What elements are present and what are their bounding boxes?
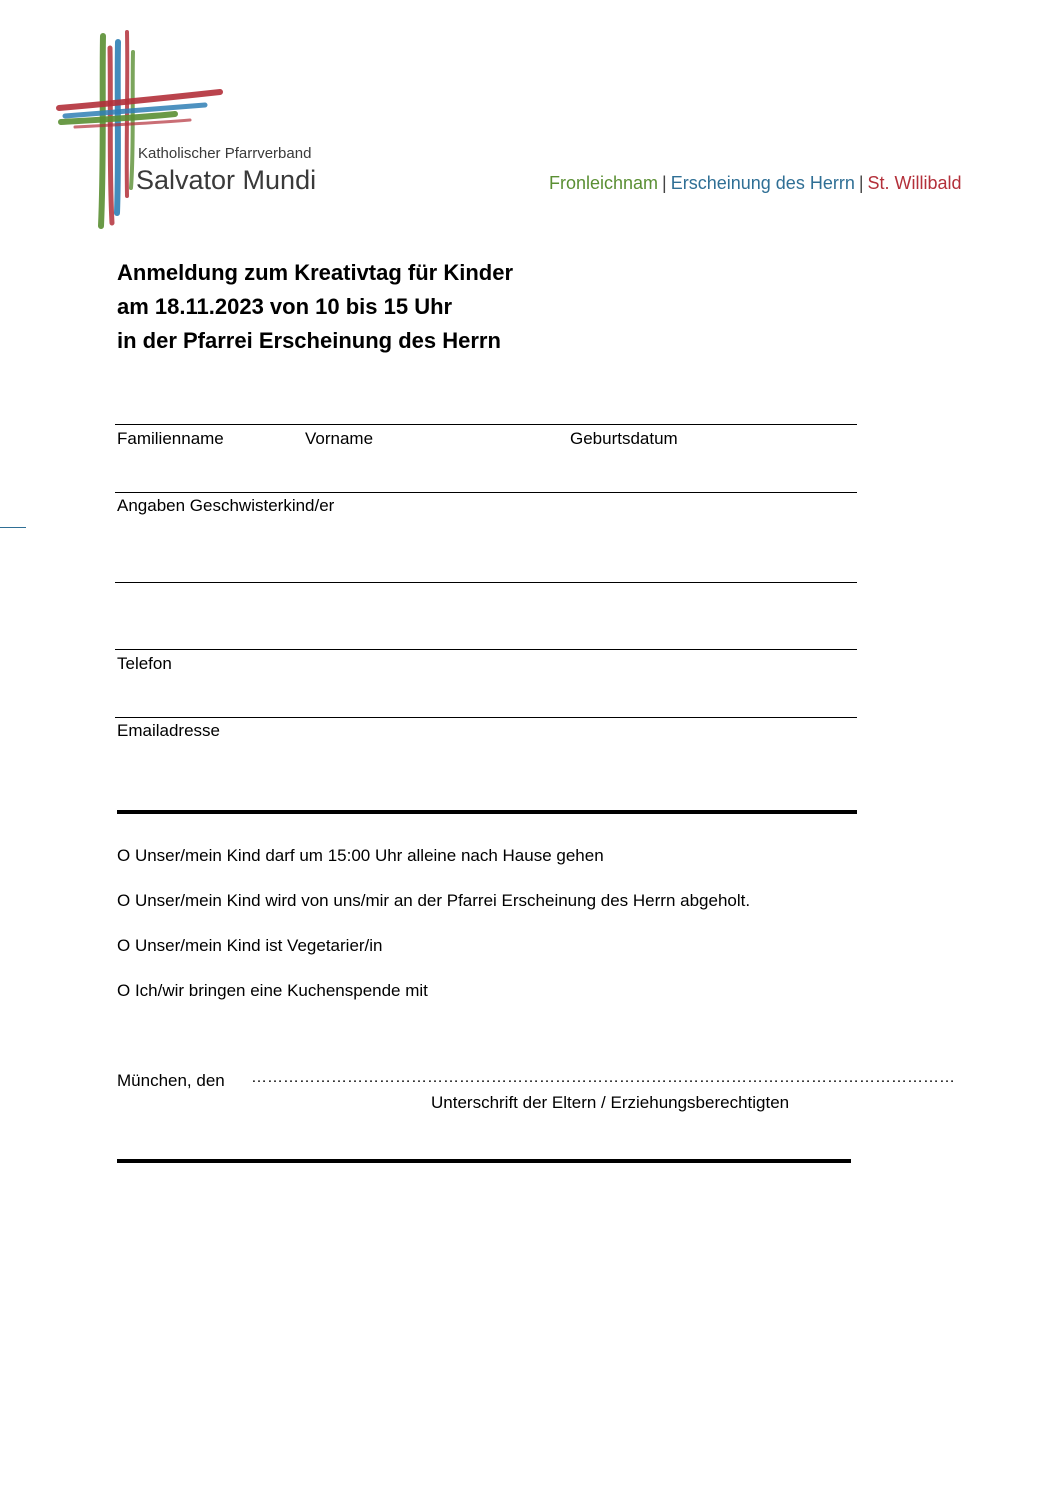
- siblings-field-line[interactable]: [115, 492, 857, 493]
- page-title: [117, 256, 513, 358]
- parish-list: [549, 173, 962, 194]
- option-cake-donation[interactable]: O Ich/wir bringen eine Kuchenspende mit: [117, 981, 428, 1000]
- siblings-extra-line-1[interactable]: [115, 582, 857, 583]
- logo-name: Salvator Mundi: [136, 165, 317, 195]
- child-name-field-line[interactable]: [115, 424, 857, 425]
- option-picked-up[interactable]: O Unser/mein Kind wird von uns/mir an der Pfarrei Erscheinung des Herrn abgeholt.: [117, 891, 751, 910]
- bottom-divider: [117, 1159, 851, 1163]
- familienname-label: Familienname: [117, 429, 224, 448]
- geschwister-label: Angaben Geschwisterkind/er: [117, 496, 335, 515]
- logo-subtitle: Katholischer Pfarrverband: [138, 145, 312, 162]
- title-line-3: in der Pfarrei Erscheinung des Herrn: [117, 328, 501, 353]
- signature-line[interactable]: ……………………………………………………………………………………………………………………: [251, 1069, 955, 1086]
- email-label: Emailadresse: [117, 721, 220, 740]
- email-field-line[interactable]: [115, 717, 857, 718]
- parish-fronleichnam: Fronleichnam: [549, 173, 659, 193]
- parish-erscheinung: Erscheinung des Herrn: [670, 173, 855, 193]
- geburtsdatum-label: Geburtsdatum: [570, 429, 678, 448]
- option-home-alone[interactable]: O Unser/mein Kind darf um 15:00 Uhr alleine nach Hause gehen: [117, 846, 604, 865]
- parish-separator: |: [858, 173, 864, 193]
- vorname-label: Vorname: [305, 429, 374, 448]
- cross-logo-icon: [55, 28, 235, 233]
- margin-mark: [0, 527, 26, 528]
- section-divider: [117, 810, 857, 814]
- title-line-1: Anmeldung zum Kreativtag für Kinder: [117, 260, 514, 285]
- parish-separator: |: [662, 173, 667, 193]
- signature-place-label: München, den: [117, 1071, 225, 1090]
- title-line-2: am 18.11.2023 von 10 bis 15 Uhr: [117, 294, 453, 319]
- signature-caption: Unterschrift der Eltern / Erziehungsberechtigten: [431, 1093, 790, 1112]
- pfarrverband-logo: [55, 28, 375, 233]
- telefon-label: Telefon: [117, 654, 172, 673]
- option-vegetarian[interactable]: O Unser/mein Kind ist Vegetarier/in: [117, 936, 383, 955]
- telefon-field-line[interactable]: [115, 649, 857, 650]
- parish-willibald: St. Willibald: [867, 173, 962, 193]
